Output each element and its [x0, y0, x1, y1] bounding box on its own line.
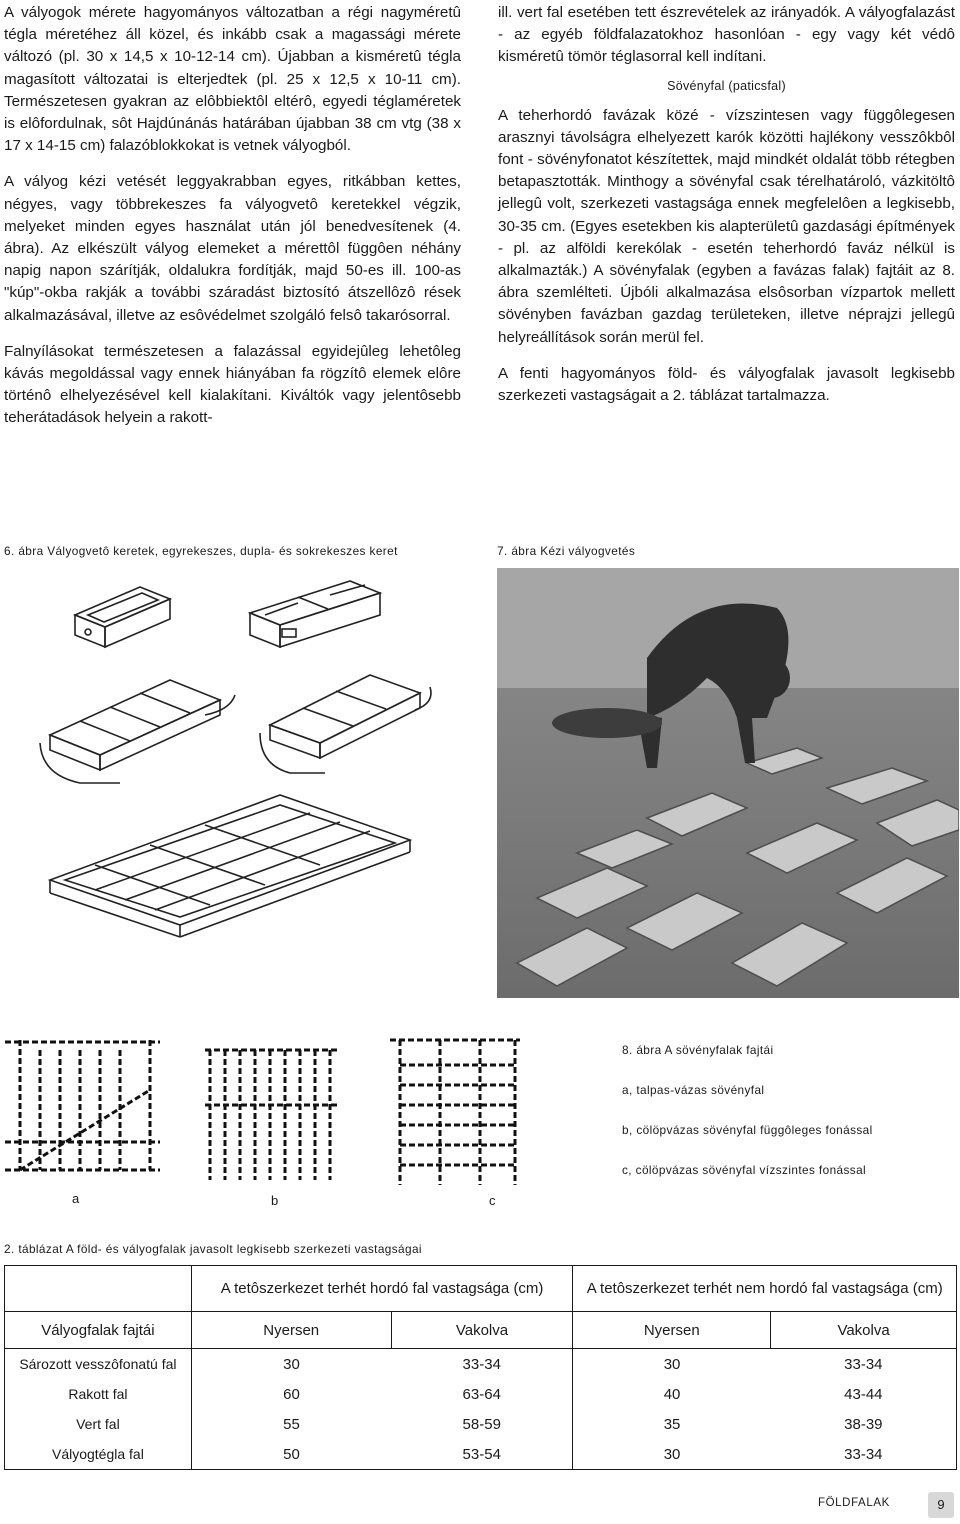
table-cell: 33-34 [771, 1439, 957, 1470]
figure-8-title: 8. ábra A sövényfalak fajtái [622, 1043, 774, 1057]
table-cell: Vert fal [5, 1409, 192, 1439]
figure-7-photo [497, 568, 959, 998]
table-group-header: A tetôszerkezet terhét hordó fal vastagsága (cm) [191, 1266, 573, 1312]
table-row [5, 1379, 957, 1409]
table-cell: 30 [663, 1355, 681, 1373]
table-cell: 55 [283, 1415, 300, 1433]
table-column-header: Nyersen [191, 1312, 391, 1349]
table-column-header: Nyersen [573, 1312, 771, 1349]
table-column-header: Vakolva [771, 1312, 957, 1349]
right-text-column [498, 2, 955, 421]
table-cell: 63-64 [391, 1379, 573, 1409]
table-column-header: Vályogfalak fajtái [5, 1312, 192, 1349]
table-group-header-row [5, 1266, 957, 1312]
paragraph: ill. vert fal esetében tett észrevételek az irányadók. A vályogfalazást - az egyéb földfalazatokhoz hasonlóan - egy vagy két védô kisméretû tömör téglasorral kell indítani. [498, 4, 955, 66]
table-row [5, 1439, 957, 1470]
figure-8-item-b: b, cölöpvázas sövényfal függôleges fonással [622, 1123, 873, 1137]
footer-brand: FÖLDFALAK [818, 1497, 890, 1509]
table-cell: Sározott vesszôfonatú fal [5, 1349, 192, 1380]
table-cell: 60 [283, 1385, 300, 1403]
table-row [5, 1349, 957, 1380]
table-2-caption: 2. táblázat A föld- és vályogfalak javasolt legkisebb szerkezeti vastagságai [4, 1242, 422, 1256]
page-number: 9 [928, 1492, 954, 1518]
table-cell: 33-34 [771, 1349, 957, 1380]
figure-8-item-a: a, talpas-vázas sövényfal [622, 1083, 765, 1097]
table-row [5, 1409, 957, 1439]
table-cell: Vályogtégla fal [5, 1439, 192, 1470]
figure-8-label-a: a [72, 1191, 80, 1206]
figure-8-label-b: b [271, 1193, 279, 1208]
table-cell: 38-39 [771, 1409, 957, 1439]
table-cell: Rakott fal [5, 1379, 192, 1409]
figure-8-wattle-walls-drawing [0, 1030, 520, 1205]
paragraph: Falnyílásokat természetesen a falazással egyidejûleg lehetôleg kávás megoldással vagy ennek hiányában fa rögzítô elemek elôre történô elhelyezésével kell kialakítani. Kiváltók vagy jelentôsebb teherátadások helyein a rakott- [4, 342, 461, 427]
figure-8-item-c: c, cölöpvázas sövényfal vízszintes fonással [622, 1163, 867, 1177]
table-cell: 33-34 [391, 1349, 573, 1380]
table-cell: 30 [573, 1439, 771, 1470]
brick-making-photo-image [497, 568, 959, 998]
figure-6-caption: 6. ábra Vályogvetô keretek, egyrekeszes, dupla- és sokrekeszes keret [4, 544, 398, 558]
table-group-header: A tetôszerkezet terhét nem hordó fal vastagsága (cm) [573, 1266, 957, 1312]
paragraph: A vályog kézi vetését leggyakrabban egyes, ritkábban kettes, négyes, vagy többrekeszes fa vályogvetô keretekkel végzik, melyeket minden egyes használat után jól benedvesítenek (4. ábra). Az elkészült vályog elemeket a mérettôl függôen néhány napig napon szárítják, oldalukra fordítják, majd 50-es ill. 100-as "kúp"-okba rakják a további száradást biztosító átszellôzô rések alkalmazásával, illetve az esôvédelmet szolgáló felsô takarósorral. [4, 173, 461, 324]
table-cell: 35 [663, 1415, 681, 1433]
table-cell: 40 [663, 1385, 681, 1403]
figure-7-caption: 7. ábra Kézi vályogvetés [497, 544, 636, 558]
paragraph: A teherhordó favázak közé - vízszintesen vagy függôlegesen arasznyi távolságra elhelyezett karók közötti hajlékony vesszôkbôl font - sövényfonatot készítettek, majd mindkét oldalát több rétegben betapasztották. Minthogy a sövényfal csak térelhatároló, vázkitöltô jellegû volt, szerkezeti vastagsága ennek megfelelôen a legkisebb, 30-35 cm. (Egyes esetekben kis alapterületû gazdasági építmények - pl. az alföldi kerekólak - esetén teherhordó faváz nélkül is alkalmazták.) A sövényfalak (egyben a favázas falak) fajtáit az 8. ábra szemlélteti. Újbóli alkalmazása elsôsorban vízpartok mellett sövényben favázban gazdag területeken, illetve néprajzi jellegû helyreállítások során merül fel. [498, 106, 955, 346]
paragraph: A fenti hagyományos föld- és vályogfalak javasolt legkisebb szerkezeti vastagságait a 2. táblázat tartalmazza. [498, 364, 955, 405]
table-cell: 53-54 [391, 1439, 573, 1470]
section-subheading: Sövényfal (paticsfal) [667, 78, 786, 93]
table-header-empty [5, 1266, 192, 1312]
table-cell: 58-59 [391, 1409, 573, 1439]
table-header-row [5, 1312, 957, 1349]
thickness-table [4, 1265, 957, 1470]
table-cell: 50 [191, 1439, 391, 1470]
table-cell: 30 [283, 1355, 300, 1373]
left-text-column [4, 2, 461, 444]
table-column-header: Vakolva [391, 1312, 573, 1349]
table-cell: 43-44 [771, 1379, 957, 1409]
figure-8-label-c: c [489, 1193, 496, 1208]
paragraph: A vályogok mérete hagyományos változatban a régi nagyméretû tégla méretéhez áll közel, és inkább csak a magassági mérete változó (pl. 30 x 14,5 x 10-12-14 cm). Újabban a kisméretû tégla magasított változatai is elterjedtek (pl. 25 x 12,5 x 10-11 cm). Természetesen gyakran az elôbbiektôl eltérô, egyedi téglaméretek is elôfordulnak, sôt Hajdúnánás határában újabban 38 cm vtg (38 x 17 x 14-15 cm) falazóblokkokat is vetnek vályogból. [4, 4, 461, 155]
figure-6-brick-molds-drawing [20, 575, 440, 965]
